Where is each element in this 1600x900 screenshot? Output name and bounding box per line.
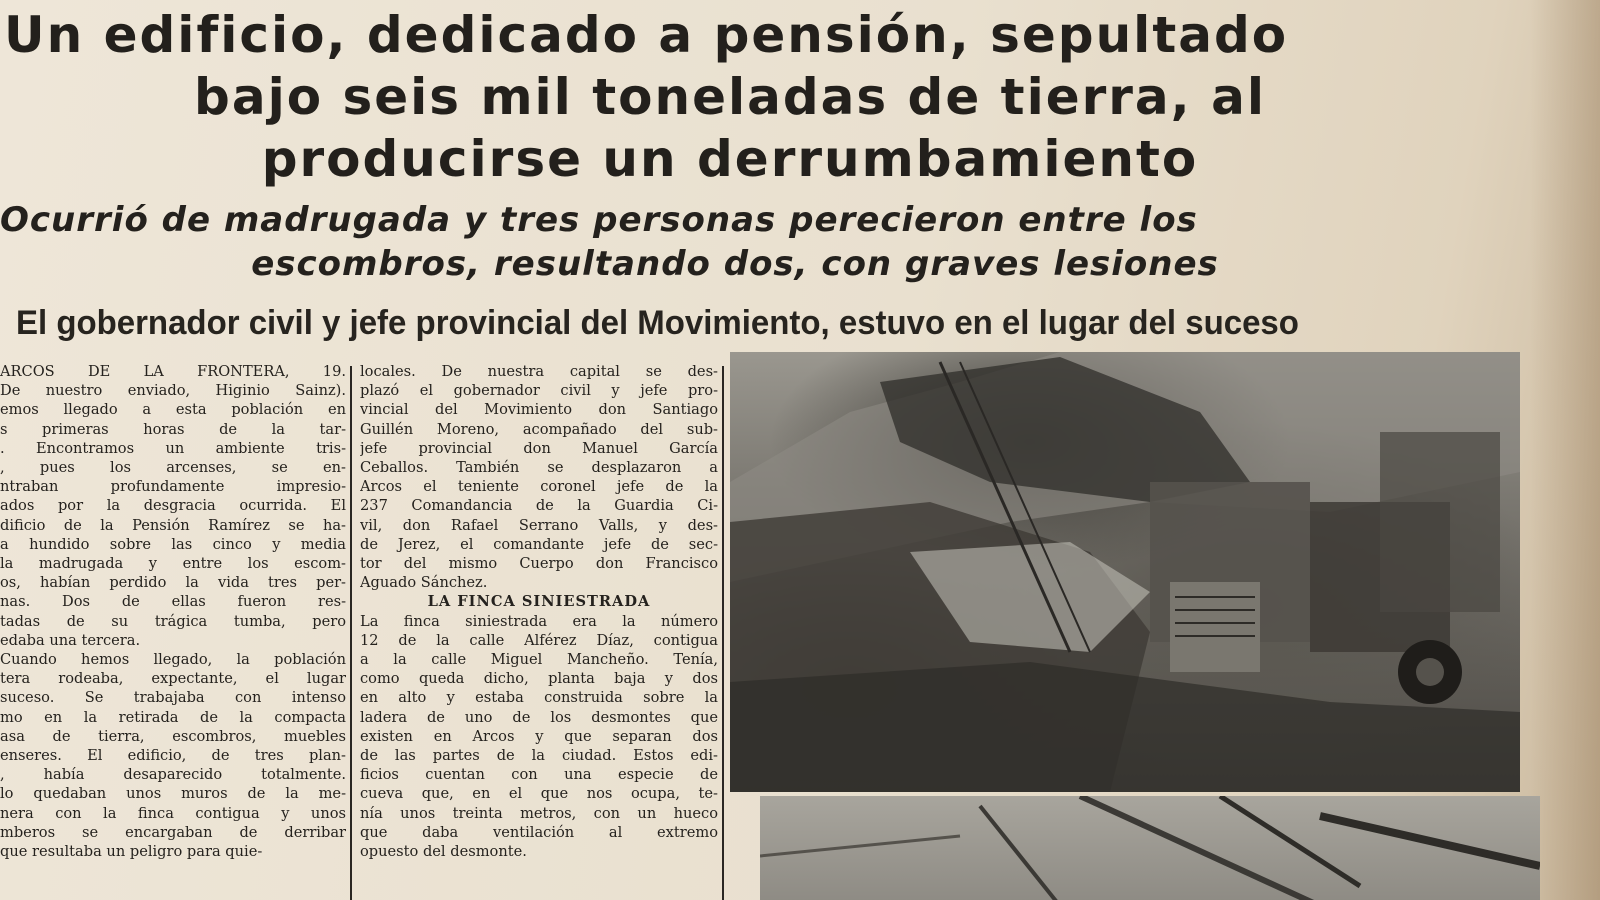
article-column-2 <box>360 362 718 861</box>
article-text-line: existen en Arcos y que separan dos <box>360 727 718 745</box>
article-text-line: De nuestro enviado, Higinio Sainz). <box>0 382 346 400</box>
article-text-line: mberos se encargaban de derribar <box>0 823 346 841</box>
article-text-line: vil, don Rafael Serrano Valls, y des- <box>360 516 718 534</box>
article-text-line: jefe provincial don Manuel García <box>360 439 718 457</box>
article-text-line: edaba una tercera. <box>0 631 141 649</box>
article-text-line: asa de tierra, escombros, muebles <box>0 727 346 745</box>
article-text-line: suceso. Se trabajaba con intenso <box>0 689 346 707</box>
article-text-line: tor del mismo Cuerpo don Francisco <box>360 555 718 573</box>
photo-beams-illustration <box>760 796 1540 900</box>
deck-line: El gobernador civil y jefe provincial del Movimiento, estuvo en el lugar del suceso <box>16 304 1299 342</box>
article-text-line: s primeras horas de la tar- <box>0 420 346 438</box>
article-text-line: ntraban profundamente impresio- <box>0 478 346 496</box>
article-text-line: enseres. El edificio, de tres plan- <box>0 747 346 765</box>
article-text-line: Arcos el teniente coronel jefe de la <box>360 478 718 496</box>
article-text-line: tera rodeaba, expectante, el lugar <box>0 670 346 688</box>
article-text-line: ados por la desgracia ocurrida. El <box>0 497 346 515</box>
article-text-line: dificio de la Pensión Ramírez se ha- <box>0 516 346 534</box>
article-text-line: , pues los arcenses, se en- <box>0 459 346 477</box>
photo-rubble-illustration <box>730 352 1520 792</box>
article-text-line: a hundido sobre las cinco y media <box>0 535 346 553</box>
article-text-line: de Jerez, el comandante jefe de sec- <box>360 535 718 553</box>
article-text-line: La finca siniestrada era la número <box>360 612 718 630</box>
article-text-line: que resultaba un peligro para quie- <box>0 843 263 861</box>
article-text-line: cueva que, en el que nos ocupa, te- <box>360 785 718 803</box>
subheadline-line-1: Ocurrió de madrugada y tres personas perecieron entre los <box>0 200 1198 240</box>
article-text-line: Guillén Moreno, acompañado del sub- <box>360 420 718 438</box>
article-text-line: Ceballos. También se desplazaron a <box>360 459 718 477</box>
article-text-line: como queda dicho, planta baja y dos <box>360 670 718 688</box>
article-column-1 <box>0 362 346 861</box>
headline-line-1: Un edificio, dedicado a pensión, sepultado <box>4 6 1289 64</box>
article-text-line: Cuando hemos llegado, la población <box>0 651 346 669</box>
section-subhead: LA FINCA SINIESTRADA <box>427 593 651 611</box>
article-text-line: . Encontramos un ambiente tris- <box>0 439 346 457</box>
column-rule <box>350 366 352 900</box>
column-rule <box>722 366 724 900</box>
article-text-line: en alto y estaba construida sobre la <box>360 689 718 707</box>
article-text-line: plazó el gobernador civil y jefe pro- <box>360 382 718 400</box>
headline-line-2: bajo seis mil toneladas de tierra, al <box>194 68 1266 126</box>
page-edge-shadow <box>1530 0 1600 900</box>
news-photo-collapse-site <box>730 352 1520 792</box>
article-text-line: lo quedaban unos muros de la me- <box>0 785 346 803</box>
article-text-line: 237 Comandancia de la Guardia Ci- <box>360 497 718 515</box>
article-text-line: 12 de la calle Alférez Díaz, contigua <box>360 631 718 649</box>
article-text-line: de las partes de la ciudad. Estos edi- <box>360 747 718 765</box>
article-text-line: , había desaparecido totalmente. <box>0 766 346 784</box>
article-text-line: que daba ventilación al extremo <box>360 823 718 841</box>
headline-line-3: producirse un derrumbamiento <box>261 130 1199 188</box>
article-text-line: Aguado Sánchez. <box>360 574 488 592</box>
article-text-line: emos llegado a esta población en <box>0 401 346 419</box>
article-text-line: tadas de su trágica tumba, pero <box>0 612 346 630</box>
article-text-line: nas. Dos de ellas fueron res- <box>0 593 346 611</box>
article-text-line: vincial del Movimiento don Santiago <box>360 401 718 419</box>
article-text-line: ficios cuentan con una especie de <box>360 766 718 784</box>
article-text-line: mo en la retirada de la compacta <box>0 708 346 726</box>
article-text-line: locales. De nuestra capital se des- <box>360 363 718 380</box>
subheadline-line-2: escombros, resultando dos, con graves lesiones <box>251 244 1219 284</box>
article-text-line: la madrugada y entre los escom- <box>0 555 346 573</box>
news-photo-second <box>760 796 1540 900</box>
article-text-line: ARCOS DE LA FRONTERA, 19. <box>0 363 346 380</box>
article-text-line: nera con la finca contigua y unos <box>0 804 346 822</box>
article-text-line: opuesto del desmonte. <box>360 843 527 861</box>
article-text-line: ladera de uno de los desmontes que <box>360 708 718 726</box>
article-text-line: nía unos treinta metros, con un hueco <box>360 804 718 822</box>
article-text-line: os, habían perdido la vida tres per- <box>0 574 346 592</box>
article-text-line: a la calle Miguel Mancheño. Tenía, <box>360 651 718 669</box>
